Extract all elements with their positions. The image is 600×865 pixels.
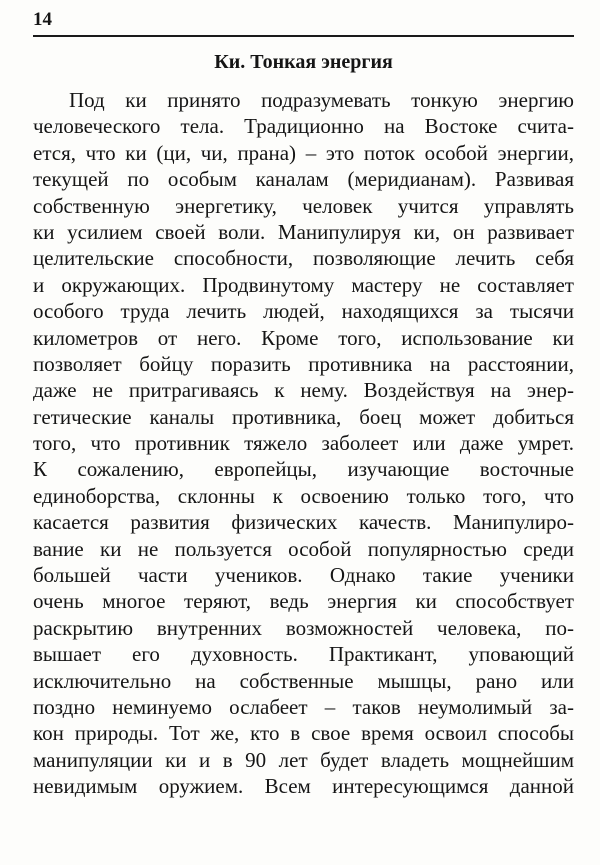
text-line: текущей по особым каналам (меридианам). Развивая — [33, 167, 574, 192]
text-line: поздно неминуемо ослабеет – таков неумолимый за- — [33, 694, 574, 719]
text-line: кон природы. Тот же, кто в свое время освоил способы — [33, 721, 574, 746]
text-line: гетические каналы противника, боец может добиться — [33, 404, 574, 429]
text-line: исключительно на собственные мышцы, рано или — [33, 668, 574, 693]
text-line: вание ки не пользуется особой популярностью среди — [33, 536, 574, 561]
text-line: целительские способности, позволяющие лечить себя — [33, 246, 574, 271]
text-line: манипуляции ки и в 90 лет будет владеть мощнейшим — [33, 747, 574, 772]
text-line: Под ки принято подразумевать тонкую энергию — [69, 88, 574, 112]
text-line: человеческого тела. Традиционно на Востоке счита- — [33, 114, 574, 139]
text-line: невидимым оружием. Всем интересующимся данной — [33, 774, 574, 799]
text-line: и окружающих. Продвинутому мастеру не составляет — [33, 272, 574, 297]
text-line: касается развития физических качеств. Манипулиро- — [33, 510, 574, 535]
text-line: единоборства, склонны к освоению только того, что — [33, 483, 574, 508]
text-line: вышает его духовность. Практикант, уповающий — [33, 642, 574, 667]
text-line: очень многое теряют, ведь энергия ки способствует — [33, 589, 574, 614]
text-line: позволяет бойцу поразить противника на расстоянии, — [33, 351, 574, 376]
text-line: ки усилием своей воли. Манипулируя ки, он развивает — [33, 219, 574, 244]
text-line: того, что противник тяжело заболеет или даже умрет. — [33, 431, 574, 456]
section-title: Ки. Тонкая энергия — [214, 51, 393, 73]
page-number: 14 — [33, 9, 52, 30]
text-line: ется, что ки (ци, чи, прана) – это поток особой энергии, — [33, 140, 574, 165]
text-line: собственную энергетику, человек учится управлять — [33, 193, 574, 218]
text-line: большей части учеников. Однако такие ученики — [33, 563, 574, 588]
text-line: раскрытию внутренних возможностей человека, по- — [33, 615, 574, 640]
text-line: К сожалению, европейцы, изучающие восточные — [33, 457, 574, 482]
text-line: километров от него. Кроме того, использование ки — [33, 325, 574, 350]
header-rule — [33, 35, 574, 37]
body-text — [33, 87, 574, 800]
text-line: особого труда лечить людей, находящихся за тысячи — [33, 299, 574, 324]
text-line: даже не притрагиваясь к нему. Воздействуя на энер- — [33, 378, 574, 403]
